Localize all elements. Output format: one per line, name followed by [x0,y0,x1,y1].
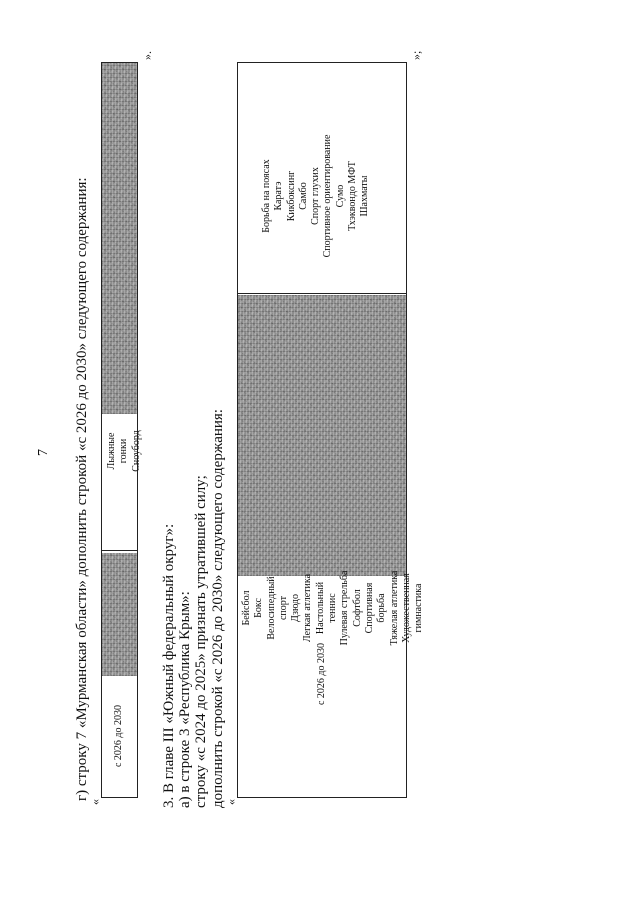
table2-sport: Бокс [253,598,265,618]
table2-period: с 2026 до 2030 [316,642,327,706]
table2-sport: Тхэквондо МФТ [347,161,359,231]
table2-open-quote: « [224,799,238,805]
table1-close-quote: ». [140,51,154,60]
table1-period: с 2026 до 2030 [113,704,124,768]
table2-sport: Кикбоксинг [285,170,297,222]
table2-sport: Борьба на поясах [261,159,272,233]
section3-heading: 3. В главе III «Южный федеральный округ»: [161,523,177,808]
table2-sport: Пулевая стрельба [339,570,351,646]
table1-sport: Лыжные гонки [106,432,130,470]
table2-sports-col2 [261,131,372,261]
section3-line2: дополнить строкой «с 2026 до 2030» следующего содержания: [210,409,226,808]
table1-open-quote: « [88,799,102,805]
table2-sport: Дзюдо [290,593,302,623]
table2-sport: Художественная [400,573,412,643]
table2-sport: Спортивное ориентирование [322,134,334,258]
table1-sports [106,421,143,481]
table2-close-quote: »; [409,50,423,60]
section3-line1: строку «с 2024 до 2025» признать утратившей силу; [193,475,209,808]
table1-redacted-region [102,553,137,676]
table2-sport: Настольный теннис [314,581,339,635]
item-g-text: г) строку 7 «Мурманская области» дополнить строкой «с 2026 до 2030» следующего содержания: [74,177,90,801]
table2-redacted-region [238,295,406,576]
table2-sport: Спорт глухих [310,167,322,225]
table2-sport: Велосипедный спорт [265,576,289,640]
table2-sport: Каратэ [273,181,285,211]
table2-sport: Софтбол [351,589,363,627]
table2-sport: гимнастика [413,583,425,633]
table1-redacted-region-2 [102,63,137,414]
table2-sport: Бейсбол [241,590,252,626]
section3-item-a: а) в строке 3 «Республика Крым»: [177,591,193,808]
table2-sport: Шахматы [359,175,371,217]
table2-sport: Тяжелая атлетика [388,570,400,646]
table2-sport: Самбо [297,182,309,210]
table2-sports-col1 [241,568,425,648]
table2-sport: Спортивная борьба [363,582,388,634]
page-number: 7 [36,449,51,456]
table2-sport: Легкая атлетика [302,573,314,643]
table2-sport: Сумо [334,184,346,208]
table1-sport: Сноуборд [130,430,142,472]
